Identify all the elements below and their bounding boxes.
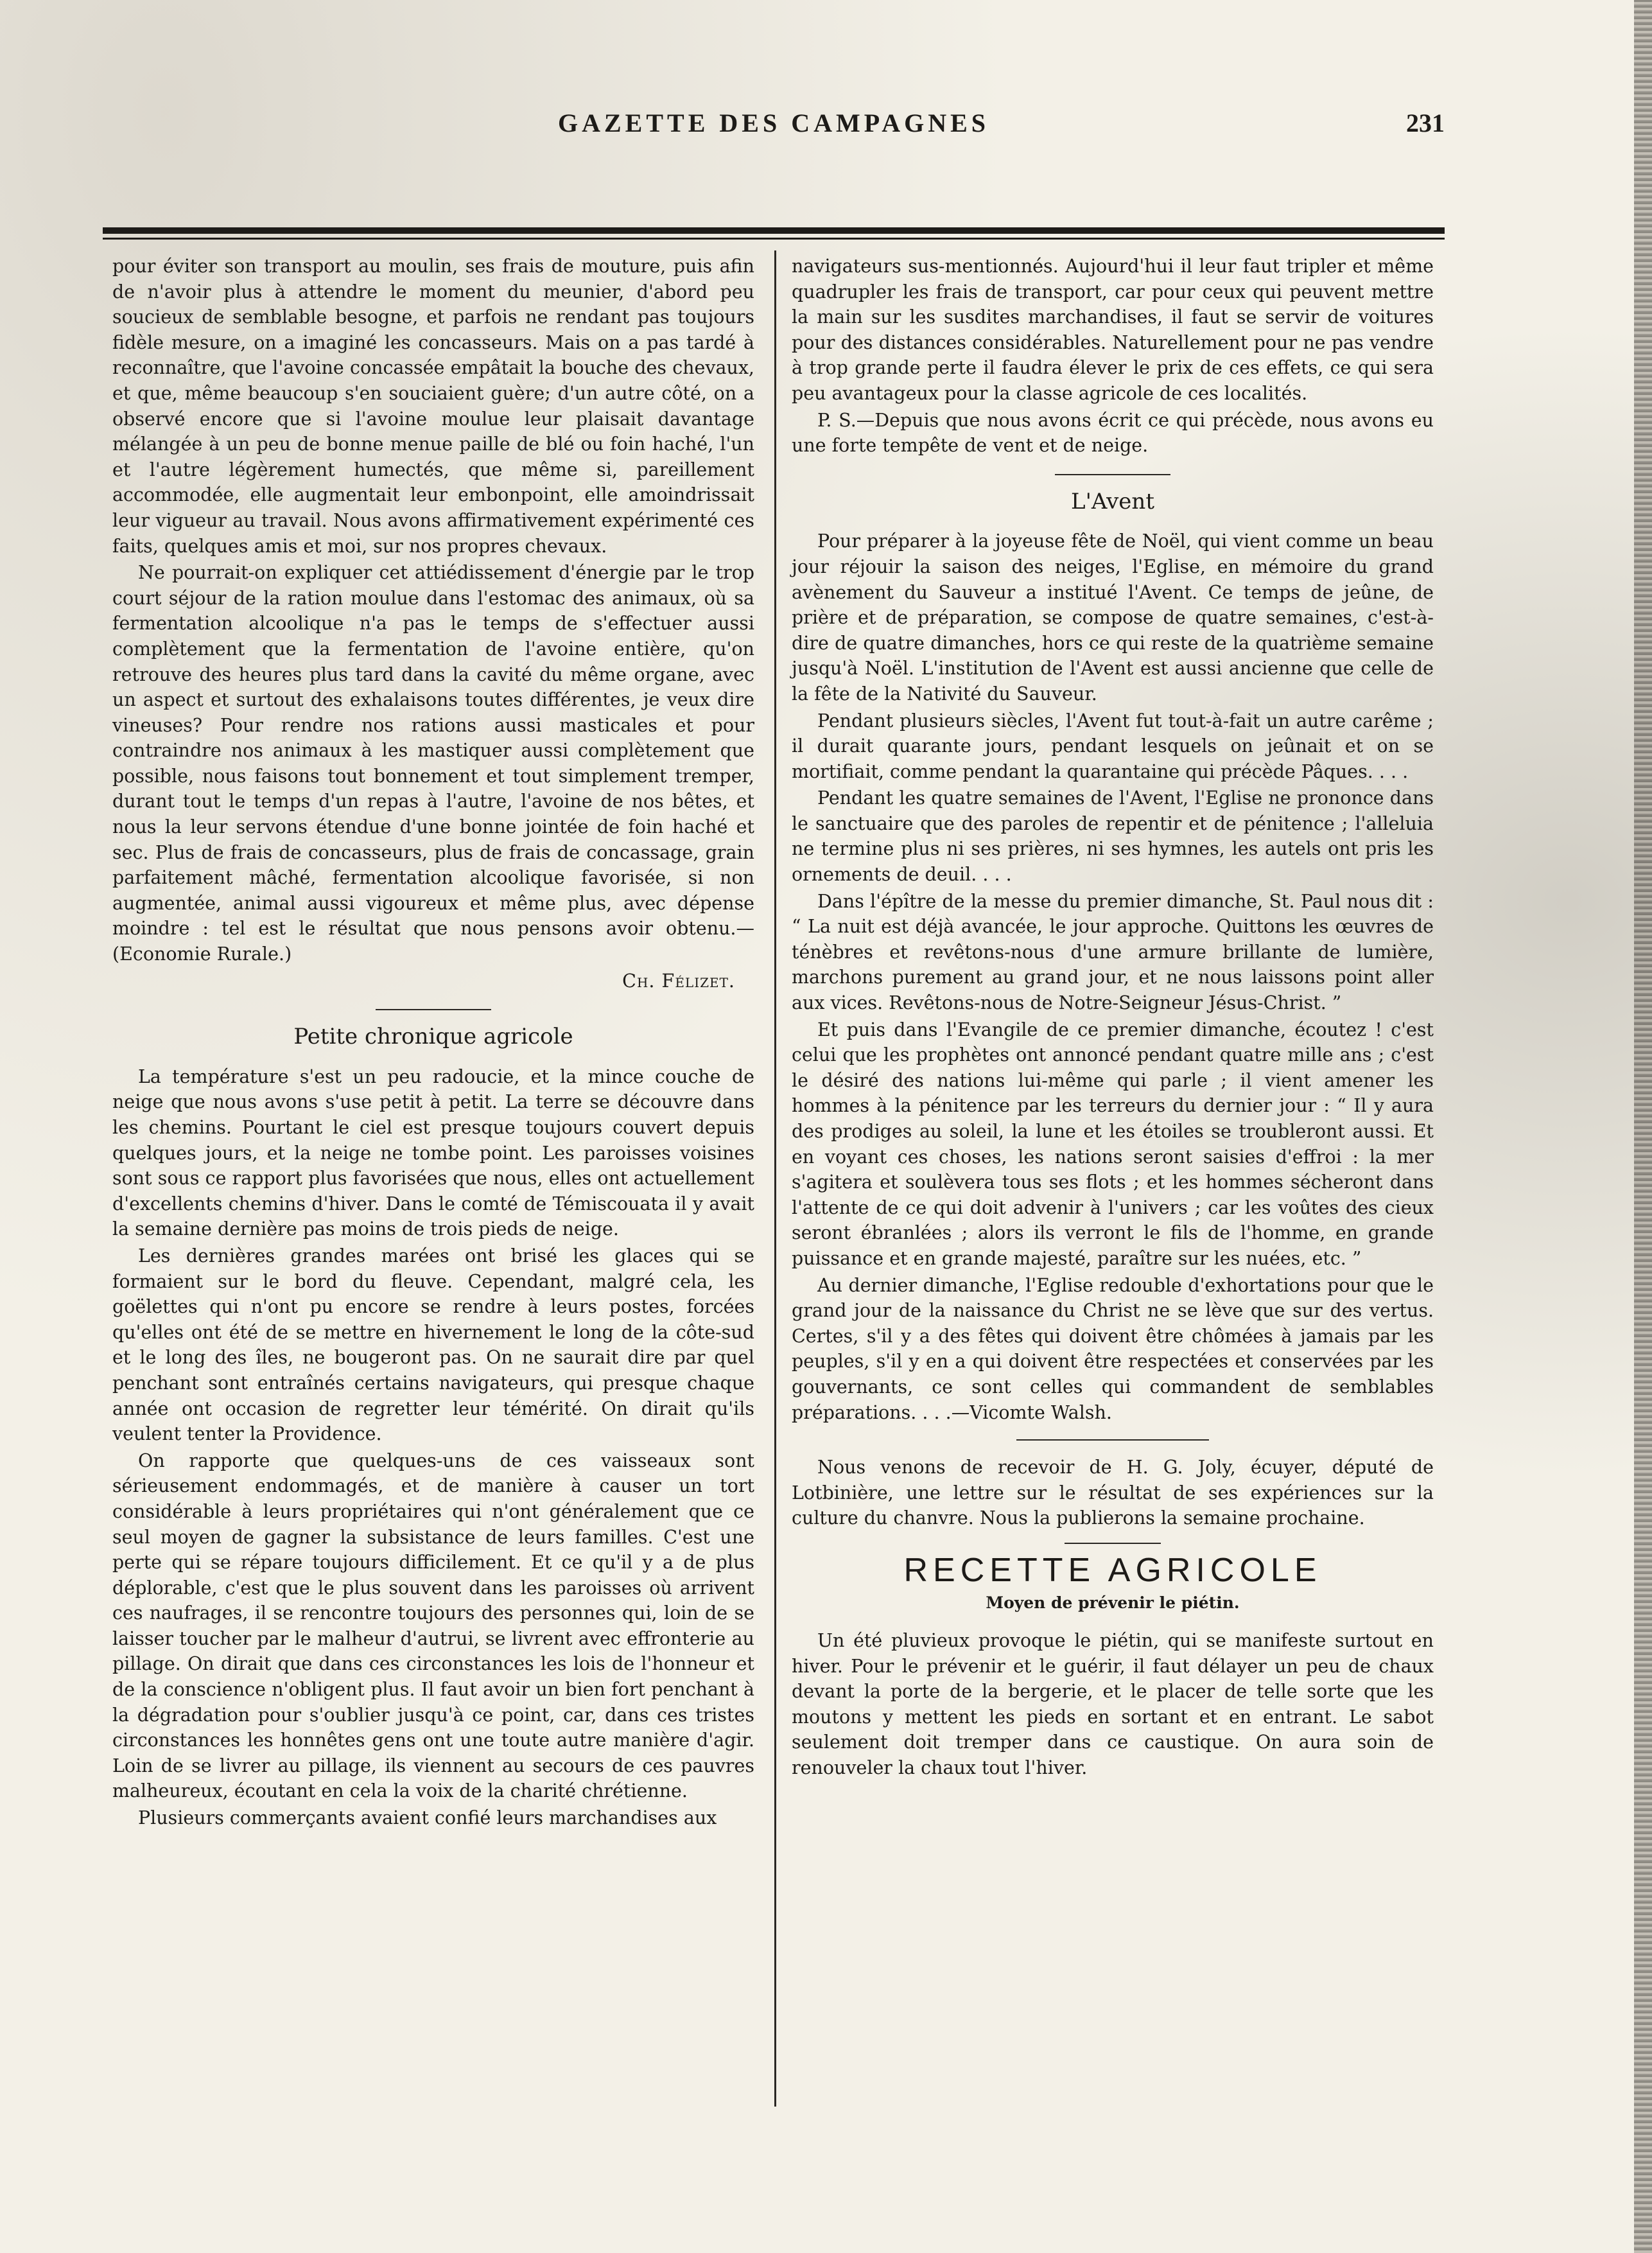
section-title-text: L'Avent [1071, 488, 1154, 514]
section-heading [112, 1009, 754, 1050]
article-paragraph: Au dernier dimanche, l'Eglise redouble d'exhortations pour que le grand jour de la naissance du Christ ne se lève que sur des vertus. Certes, s'il y a des fêtes qui doivent être chômées à jamais par les peuples, s'il y en a qui doivent être respectées et conservées par les gouvernants, ce sont celles qui commandent de semblables préparations. . . .—Vicomte Walsh. [792, 1274, 1434, 1423]
article-paragraph: On rapporte que quelques-uns de ces vaisseaux sont sérieusement endommagés, et de manière à causer un tort considérable à leurs propriétaires qui n'ont généralement que ce seul moyen de gagner la subsistance de leurs familles. C'est une perte qui se répare toujours difficilement. Et ce qu'il y a de plus déplorable, c'est que le plus souvent dans les paroisses où arrivent ces naufrages, il se rencontre toujours des personnes qui, loin de se laisser toucher par le malheur d'autrui, se livrent avec effronterie au pillage. On dirait que dans ces circonstances les lois de l'honneur et de la conscience n'obligent plus. Il faut avoir un bien fort penchant à la dégradation pour s'oublier jusqu'à ce point, car, dans ces tristes circonstances les honnêtes gens ont une toute autre manière d'agir. Loin de se livrer au pillage, ils viennent au secours de ces pauvres malheureux, écoutant en cela la voix de la charité chrétienne. [112, 1450, 754, 1802]
article-paragraph: Plusieurs commerçants avaient confié leurs marchandises aux [138, 1807, 717, 1829]
section-rule [376, 1009, 491, 1010]
newspaper-title: GAZETTE DES CAMPAGNES [557, 109, 989, 137]
article-paragraph: Pendant plusieurs siècles, l'Avent fut tout-à-fait un autre carême ; il durait quarante jours, pendant lesquels on jeûnait et on se mortifiait, comme pendant la quarantaine qui précède Pâques. . . . [792, 710, 1434, 782]
column-divider [774, 250, 776, 2107]
article-paragraph: Et puis dans l'Evangile de ce premier dimanche, écoutez ! c'est celui que les prophètes ont annoncé pendant quatre mille ans ; c'est le désiré des nations lui-même qui parle ; il vient amener les hommes à la pénitence par les terreurs du dernier jour : “ Il y aura des prodiges au soleil, la lune et les étoiles se troubleront aussi. Et en voyant ces choses, les nations seront saisies d'effroi : la mer s'agitera et soulèvera tous ses flots ; et les hommes sécheront dans l'attente de ce qui doit advenir à l'univers ; car les voûtes des cieux seront ébranlées ; alors ils verront le fils de l'homme, en grande puissance et en grande majesté, paraître sur les nuées, etc. ” [792, 1019, 1434, 1269]
article-paragraph: Pour préparer à la joyeuse fête de Noël, qui vient comme un beau jour réjouir la saison des neiges, l'Eglise, en mémoire du grand avènement du Sauveur a institué l'Avent. Ce temps de jeûne, de prière et de préparation, se compose de quatre semaines, c'est-à-dire de quatre dimanches, hors ce qui reste de la quatrième semaine jusqu'à Noël. L'institution de l'Avent est aussi ancienne que celle de la fête de la Nativité du Sauveur. [792, 530, 1434, 705]
left-column [112, 254, 754, 1831]
section-rule [1055, 474, 1170, 475]
scanned-page-edge [1634, 0, 1652, 2253]
article-paragraph: pour éviter son transport au moulin, ses frais de mouture, puis afin de n'avoir plus à attendre le moment du meunier, d'abord peu soucieux de semblable besogne, et parfois ne rendant pas toujours fidèle mesure, on a imaginé les concasseurs. Mais on a pas tardé à reconnaître, que l'avoine concassée empâtait la bouche des chevaux, et que, même beaucoup s'en souciaient guère; d'un autre côté, on a observé encore que si l'avoine moulue leur plaisait davantage mélangée à un peu de bonne menue paille de blé ou foin haché, l'un et l'autre légèrement humectés, que même si, pareillement accommodée, elle augmentait leur embonpoint, elle amoindrissait leur vigueur au travail. Nous avons affirmativement expérimenté ces faits, quelques amis et moi, sur nos propres chevaux. [112, 256, 754, 557]
article-paragraph: navigateurs sus-mentionnés. Aujourd'hui il leur faut tripler et même quadrupler les frais de transport, car pour ceux qui peuvent mettre la main sur les susdites marchandises, il faut se servir de voitures pour des distances considérables. Naturellement pour ne pas vendre à trop grande perte il faudra élever le prix de ces effets, ce qui sera peu avantageux pour la classe agricole de ces localités. [792, 256, 1434, 404]
recette-subtitle: Moyen de prévenir le piétin. [986, 1593, 1240, 1612]
article-paragraph: Pendant les quatre semaines de l'Avent, l'Eglise ne prononce dans le sanctuaire que des paroles de repentir et de pénitence ; l'alleluia ne termine plus ni ses prières, ni ses hymnes, les autels ont pris les ornements de deuil. . . . [792, 787, 1434, 886]
article-paragraph: Un été pluvieux provoque le piétin, qui se manifeste surtout en hiver. Pour le prévenir et le guérir, il faut délayer un peu de chaux devant la porte de la bergerie, et le placer de telle sorte que les moutons y mettent les pieds en sortant et en entrant. Le sabot seulement doit tremper dans ce caustique. On aura soin de renouveler la chaux tout l'hiver. [792, 1630, 1434, 1779]
page-header [103, 108, 1445, 146]
article-separator [1016, 1439, 1209, 1441]
article-paragraph: Dans l'épître de la messe du premier dimanche, St. Paul nous dit : “ La nuit est déjà avancée, le jour approche. Quittons les œuvres de ténèbres et revêtons-nous d'une armure brillante de lumière, marchons purement au grand jour, et ne nous laissons point aller aux vices. Revêtons-nous de Notre-Seigneur Jésus-Christ. ” [792, 890, 1434, 1014]
right-column [792, 254, 1434, 1781]
article-signature [112, 969, 754, 994]
recette-title: RECETTE AGRICOLE [903, 1551, 1322, 1589]
article-paragraph: La température s'est un peu radoucie, et la mince couche de neige que nous avons s'use petit à petit. La terre se découvre dans les chemins. Pourtant le ciel est presque toujours couvert depuis quelques jours, et la neige ne tombe point. Les paroisses voisines sont sous ce rapport plus favorisées que nous, elles ont actuellement d'excellents chemins d'hiver. Dans le comté de Témiscouata il y avait la semaine dernière pas moins de trois pieds de neige. [112, 1065, 754, 1240]
section-title-text: Petite chronique agricole [293, 1024, 573, 1050]
header-rule-thick [103, 227, 1445, 234]
recette-heading [792, 1551, 1434, 1615]
article-paragraph: Les dernières grandes marées ont brisé les glaces qui se formaient sur le bord du fleuve. Cependant, malgré cela, les goëlettes qui n'ont pu encore se rendre à leurs postes, forcées qu'elles ont été de se mettre en hivernement le long de la côte-sud et le long des îles, ne bougeront pas. On ne saurait dire par quel penchant sont entraînés certains navigateurs, qui presque chaque année ont occasion de regretter leur témérité. On dirait qu'ils veulent tenter la Providence. [112, 1245, 754, 1445]
article-separator [1065, 1543, 1161, 1544]
section-heading [792, 474, 1434, 515]
signature-text: Ch. Félizet. [622, 970, 735, 992]
header-rule-thin [103, 238, 1445, 240]
page-number: 231 [1406, 109, 1445, 137]
article-paragraph: Ne pourrait-on expliquer cet attiédissement d'énergie par le trop court séjour de la ration moulue dans l'estomac des animaux, où sa fermentation alcoolique n'a pas le temps de s'effectuer aussi complètement que la fermentation de l'avoine entière, qu'on retrouve des heures plus tard dans la cavité du même organe, avec un aspect et surtout des exhalaisons toutes différentes, je veux dire vineuses? Pour rendre nos rations aussi masticales et pour contraindre nos animaux à les mastiquer aussi complètement que possible, nous faisons tout bonnement et tout simplement tremper, durant tout le temps d'un repas à l'autre, l'avoine de nos bêtes, et nous la leur servons étendue d'une bonne jointée de foin haché et sec. Plus de frais de concasseurs, plus de frais de concassage, grain parfaitement mâché, fermentation alcoolique favorisée, si non augmentée, animal aussi vigoureux et même plus, avec dépense moindre : tel est le résultat que nous pensons avoir obtenu.—(Economie Rurale.) [112, 562, 754, 965]
article-paragraph: Nous venons de recevoir de H. G. Joly, écuyer, député de Lotbinière, une lettre sur le résultat de ses expériences sur la culture du chanvre. Nous la publierons la semaine prochaine. [792, 1457, 1434, 1529]
article-paragraph: P. S.—Depuis que nous avons écrit ce qui précède, nous avons eu une forte tempête de vent et de neige. [792, 409, 1434, 457]
